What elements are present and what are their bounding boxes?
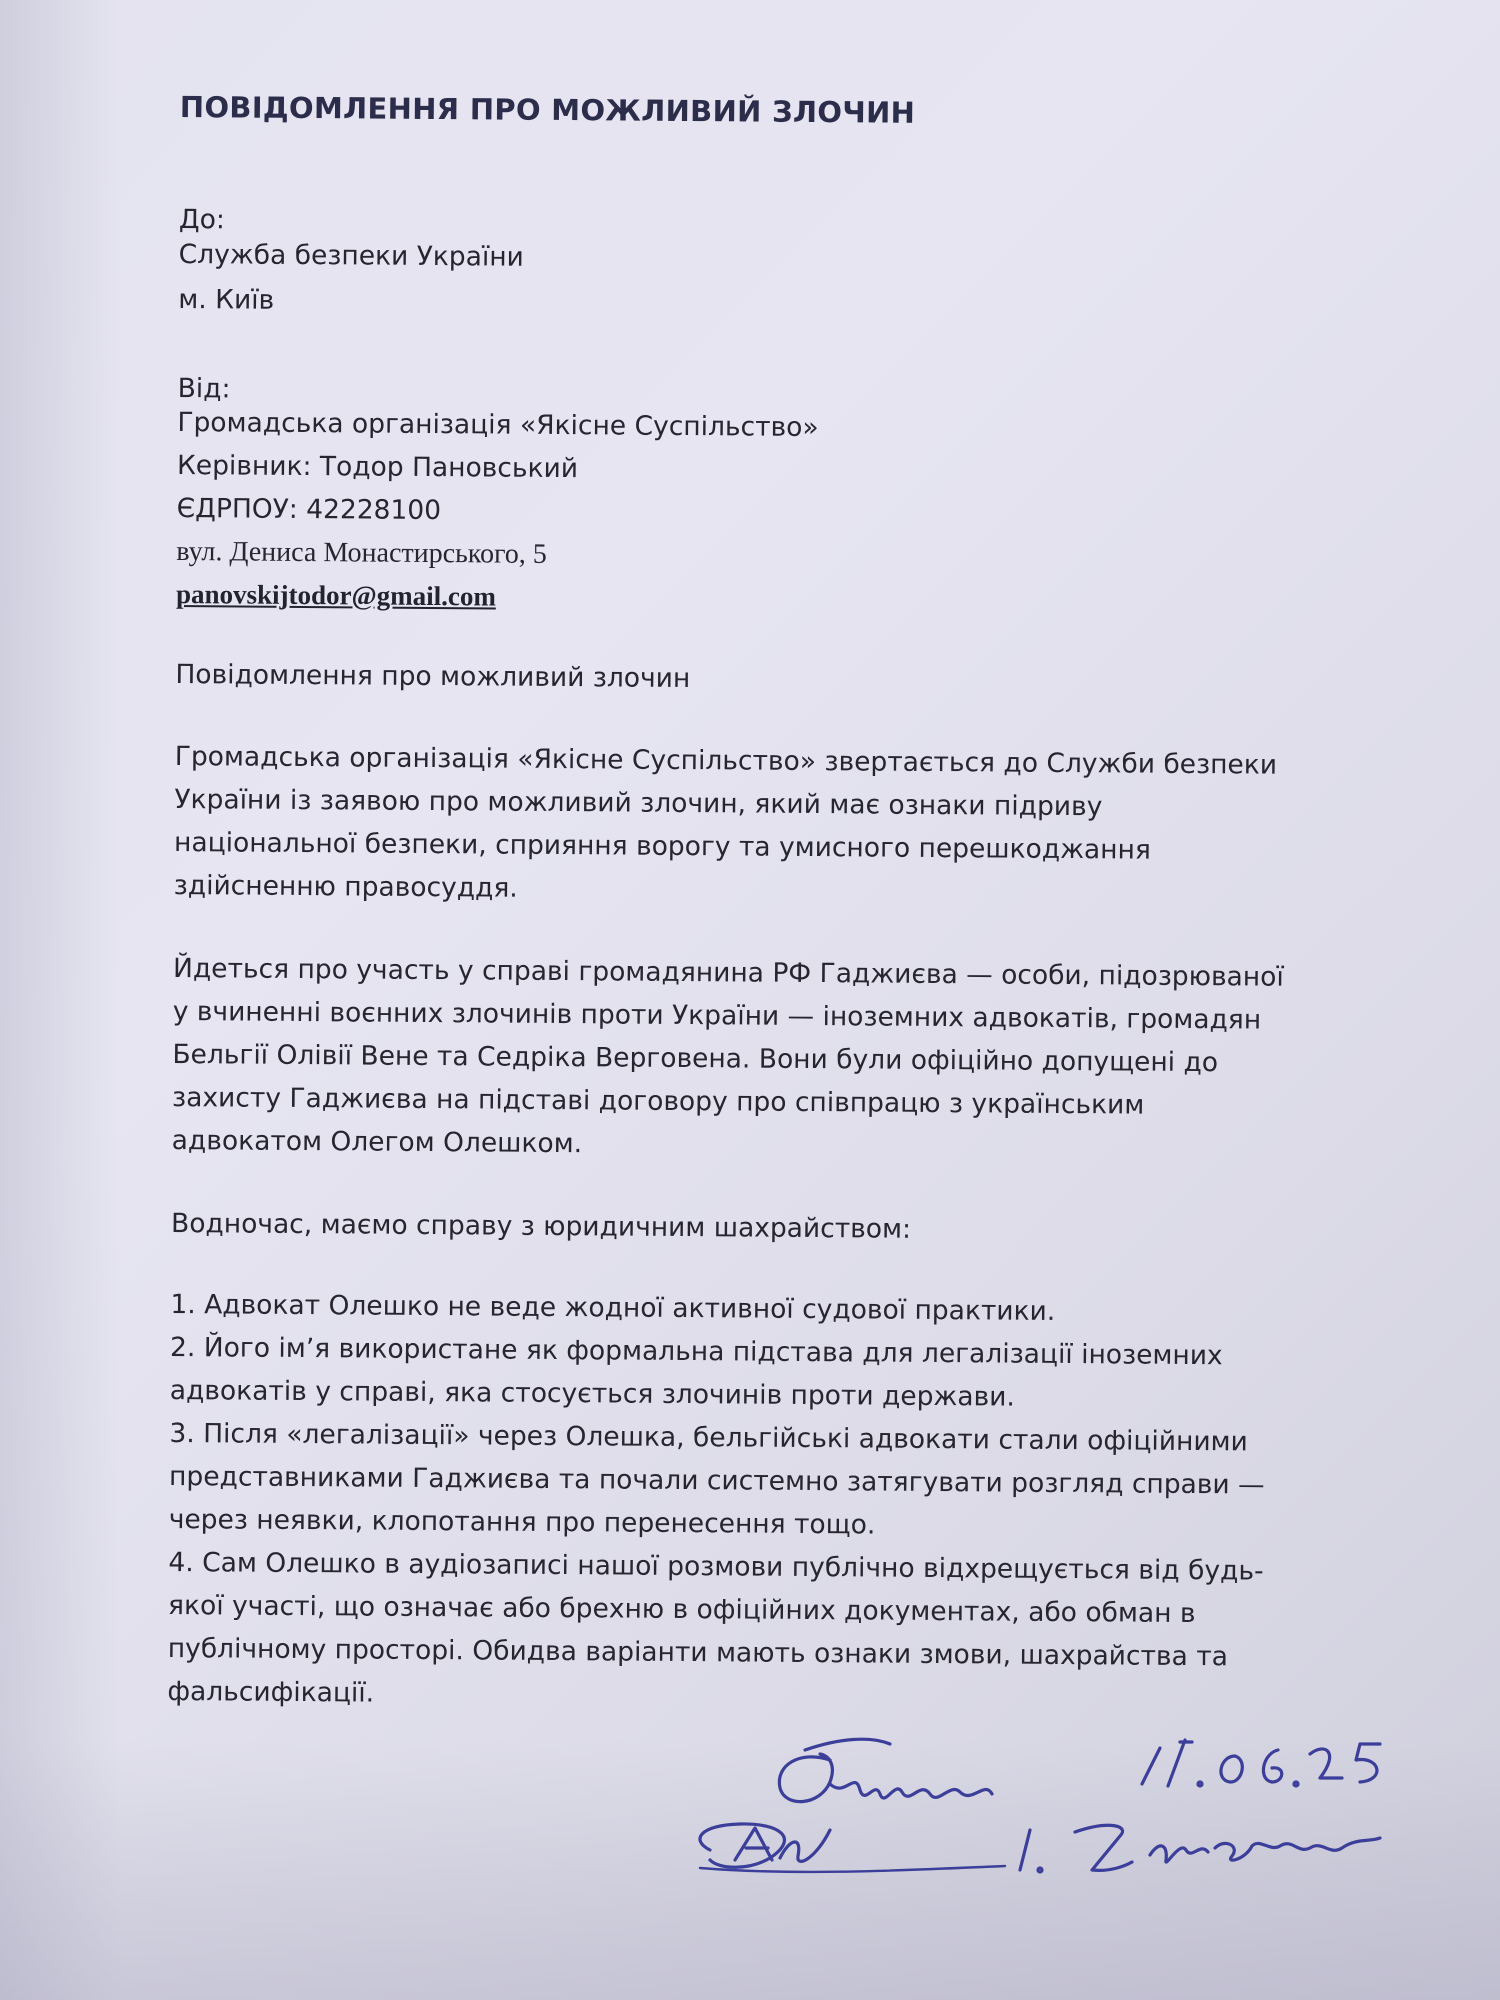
- to-organization: Служба безпеки України: [178, 238, 524, 273]
- from-address: вул. Дениса Монастирського, 5: [176, 535, 547, 570]
- paper-shadow-left: [0, 0, 120, 2000]
- paragraph1-line: здійсненню правосуддя.: [173, 869, 518, 904]
- list-item: публічному просторі. Обидва варіанти мають ознаки змови, шахрайства та: [167, 1632, 1229, 1673]
- from-edrpou: ЄДРПОУ: 42228100: [176, 492, 442, 527]
- subject-line: Повідомлення про можливий злочин: [175, 658, 691, 695]
- to-city: м. Київ: [178, 283, 275, 316]
- paragraph1-line: Громадська організація «Якісне Суспільство» звертається до Служби безпеки: [174, 740, 1278, 781]
- list-item: 2. Його ім’я використане як формальна підстава для легалізації іноземних: [170, 1331, 1223, 1372]
- list-item: представниками Гаджиєва та почали системно затягувати розгляд справи —: [168, 1460, 1265, 1501]
- from-email: panovskijtodor@gmail.com: [175, 578, 497, 612]
- to-label: До:: [178, 203, 225, 236]
- list-item: 1. Адвокат Олешко не веде жодної активної судової практики.: [170, 1288, 1056, 1327]
- from-label: Від:: [177, 372, 231, 405]
- paragraph1-line: національної безпеки, сприяння ворогу та умисного перешкоджання: [173, 826, 1151, 866]
- document-title: ПОВІДОМЛЕННЯ ПРО МОЖЛИВИЙ ЗЛОЧИН: [179, 90, 916, 130]
- list-item: адвокатів у справі, яка стосується злочинів проти держави.: [169, 1374, 1015, 1413]
- list-item: 3. Після «легалізації» через Олешка, бельгійські адвокати стали офіційними: [169, 1417, 1248, 1458]
- list-item: якої участі, що означає або брехню в офіційних документах, або обман в: [167, 1589, 1196, 1630]
- list-item: через неявки, клопотання про перенесення тощо.: [168, 1503, 876, 1541]
- paragraph1-line: України із заявою про можливий злочин, який має ознаки підриву: [174, 783, 1103, 823]
- from-head: Керівник: Тодор Пановський: [176, 449, 579, 485]
- paragraph2-line: Йдеться про участь у справі громадянина РФ Гаджиєва — особи, підозрюваної: [172, 952, 1284, 993]
- document-body: [167, 90, 1340, 1709]
- paragraph2-line: захисту Гаджиєва на підставі договору про співпрацю з українським: [171, 1081, 1145, 1121]
- list-item: 4. Сам Олешко в аудіозаписі нашої розмови публічно відхрещується від будь-: [168, 1546, 1264, 1587]
- paragraph2-line: у вчиненні воєнних злочинів проти України — іноземних адвокатів, громадян: [172, 995, 1262, 1036]
- paragraph2-line: Бельгії Олівії Вене та Седріка Верговена. Вони були офіційно допущені до: [172, 1038, 1219, 1079]
- list-intro: Водночас, маємо справу з юридичним шахрайством:: [170, 1207, 912, 1245]
- paragraph2-line: адвокатом Олегом Олешком.: [171, 1124, 583, 1160]
- list-item: фальсифікації.: [167, 1675, 375, 1709]
- from-organization: Громадська організація «Якісне Суспільство»: [177, 406, 819, 444]
- handwritten-receipt-signature: [680, 1720, 1460, 1920]
